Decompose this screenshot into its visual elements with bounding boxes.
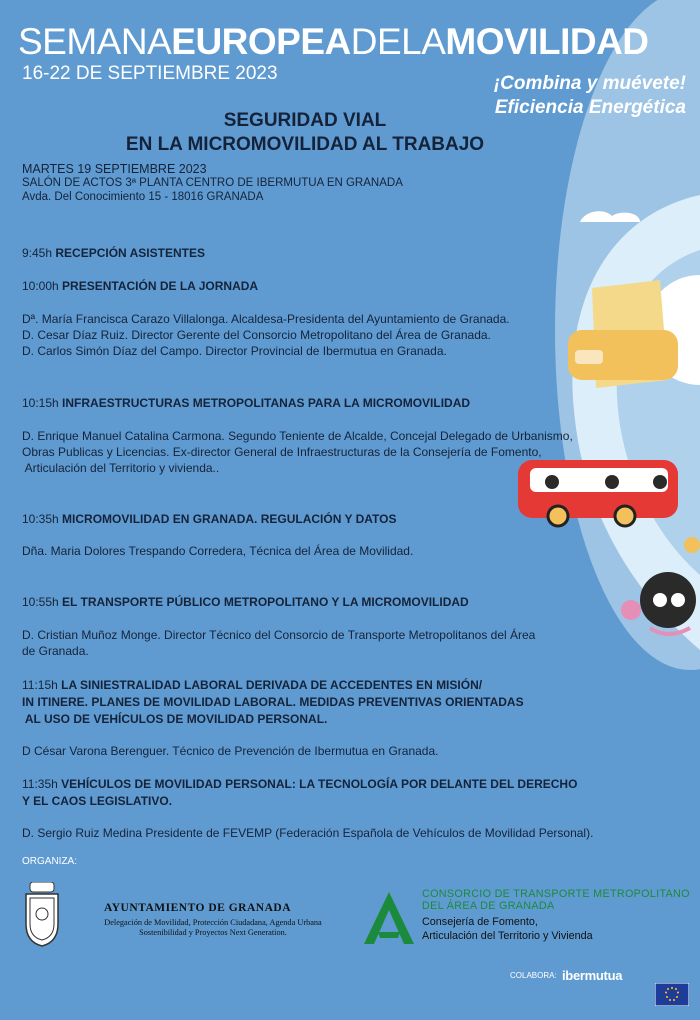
organiza-label: ORGANIZA: — [22, 856, 78, 867]
consorcio-name: CONSORCIO DE TRANSPORTE METROPOLITANO DEL ÁREA DE GRANADA — [422, 888, 690, 912]
event-info — [22, 162, 403, 204]
agenda-item: 11:35h VEHÍCULOS DE MOVILIDAD PERSONAL: LA TECNOLOGÍA POR DELANTE DEL DERECHO Y EL CAOS LEGISLATIVO. — [22, 777, 578, 808]
speaker-list: Dña. Maria Dolores Trespando Corredera, Técnica del Área de Movilidad. — [22, 544, 414, 558]
slogan: ¡Combina y muévete! Eficiencia Energética — [493, 73, 686, 118]
ibermutua-logo: ibermutua — [562, 968, 623, 983]
speaker-list: D. Sergio Ruiz Medina Presidente de FEVEMP (Federación Española de Vehículos de Movilidad Personal). — [22, 826, 594, 840]
event-title-line1: SEGURIDAD VIAL — [223, 110, 387, 131]
speaker-list: D César Varona Berenguer. Técnico de Prevención de Ibermutua en Granada. — [22, 744, 439, 758]
agenda-item: 10:35h MICROMOVILIDAD EN GRANADA. REGULACIÓN Y DATOS — [22, 512, 397, 526]
event-title-line2: EN LA MICROMOVILIDAD AL TRABAJO — [125, 134, 485, 155]
event-date: MARTES 19 SEPTIEMBRE 2023 — [22, 162, 207, 176]
consorcio-logo-block — [360, 888, 690, 952]
ayuntamiento-logo-block — [22, 882, 342, 952]
agenda-item: 9:45h RECEPCIÓN ASISTENTES — [22, 246, 205, 260]
eu-flag-icon — [655, 983, 689, 1006]
campaign-dates: 16-22 DE SEPTIEMBRE 2023 — [22, 63, 278, 84]
speaker-list: D. Enrique Manuel Catalina Carmona. Segundo Teniente de Alcalde, Concejal Delegado de Urbanismo, Obras Publicas y Licencias. Ex-director General de Infraestructuras de la Consejería de Fomento, Articulación del Territorio y vivienda.. — [22, 429, 573, 475]
agenda-item: 10:15h INFRAESTRUCTURAS METROPOLITANAS PARA LA MICROMOVILIDAD — [22, 396, 471, 410]
event-venue: SALÓN DE ACTOS 3ª PLANTA CENTRO DE IBERMUTUA EN GRANADA — [22, 177, 403, 189]
campaign-title: SEMANAEUROPEADELAMOVILIDAD — [18, 21, 649, 62]
agenda-item: 10:55h EL TRANSPORTE PÚBLICO METROPOLITANO Y LA MICROMOVILIDAD — [22, 595, 469, 609]
event-address: Avda. Del Conocimiento 15 - 18016 GRANADA — [22, 191, 264, 203]
agenda-item: 10:00h PRESENTACIÓN DE LA JORNADA — [22, 279, 259, 293]
granada-crest-icon — [22, 882, 62, 948]
agenda-item: 11:15h LA SINIESTRALIDAD LABORAL DERIVADA DE ACCEDENTES EN MISIÓN/ IN ITINERE. PLANES DE MOVILIDAD LABORAL. MEDIDAS PREVENTIVAS ORIENTADAS AL USO DE VEHÍCULOS DE MOVILIDAD PERSONAL. — [22, 678, 524, 726]
speaker-list: D. Cristian Muñoz Monge. Director Técnico del Consorcio de Transporte Metropolitanos del Área de Granada. — [22, 628, 536, 658]
ayuntamiento-name: AYUNTAMIENTO DE GRANADA — [104, 902, 291, 914]
consejeria-name: Consejería de Fomento, Articulación del Territorio y Vivienda — [422, 916, 593, 942]
ayuntamiento-delegacion: Delegación de Movilidad, Protección Ciudadana, Agenda Urbana Sostenibilidad y Proyectos Next Generation. — [104, 918, 322, 937]
junta-andalucia-logo-icon — [360, 890, 418, 946]
colabora-label: COLABORA: — [510, 971, 557, 980]
speaker-list: Dª. María Francisca Carazo Villalonga. Alcaldesa-Presidenta del Ayuntamiento de Granada. D. Cesar Díaz Ruiz. Director Gerente del Consorcio Metropolitano del Área de Granada. D. Carlos Simón Díaz del Campo. Director Provincial de Ibermutua en Granada. — [22, 312, 510, 358]
